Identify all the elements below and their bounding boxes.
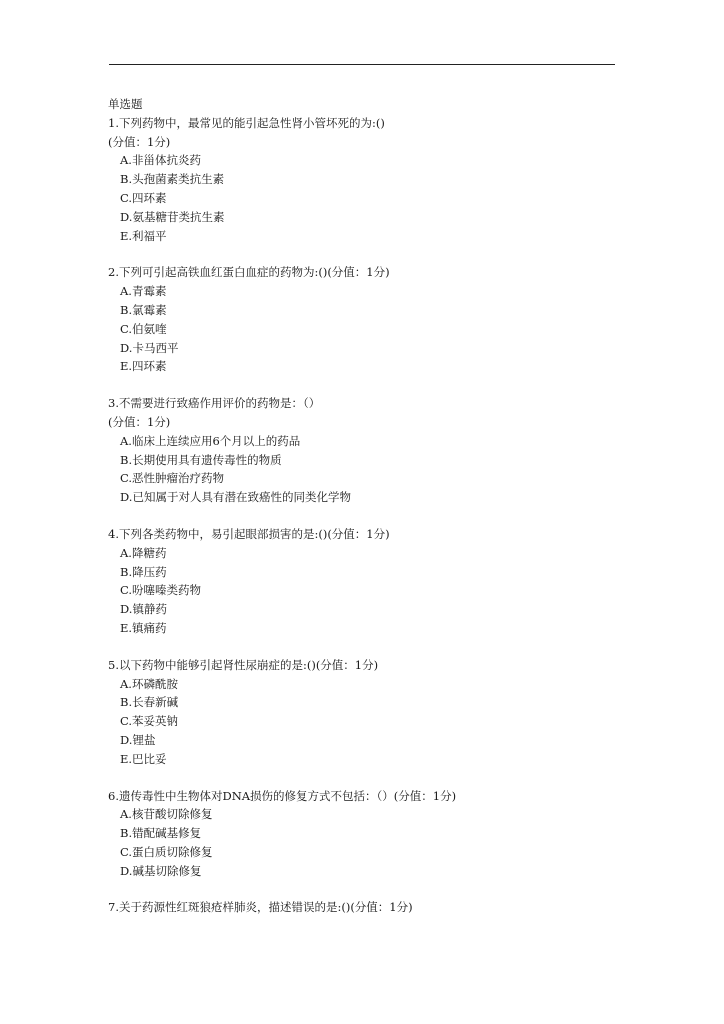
question-score: (分值：1分) xyxy=(108,414,171,429)
answer-option: A.非甾体抗炎药 xyxy=(120,153,201,168)
section-title: 单选题 xyxy=(108,97,143,111)
question-1 xyxy=(108,114,628,246)
answer-option: A.青霉素 xyxy=(120,284,167,299)
question-stem: 6.遗传毒性中生物体对DNA损伤的修复方式不包括：（）(分值：1分) xyxy=(108,788,457,803)
answer-option: D.氨基糖苷类抗生素 xyxy=(120,209,225,224)
question-3 xyxy=(108,394,628,507)
question-2 xyxy=(108,263,628,376)
answer-option: C.伯氨喹 xyxy=(120,321,167,336)
answer-option: E.镇痛药 xyxy=(120,620,167,635)
question-stem: 7.关于药源性红斑狼疮样肺炎，描述错误的是:()(分值：1分) xyxy=(108,900,413,915)
question-7 xyxy=(108,898,628,917)
answer-option: E.四环素 xyxy=(120,359,167,374)
question-list xyxy=(108,114,628,917)
answer-option: A.降糖药 xyxy=(120,545,167,560)
exam-content xyxy=(108,95,628,917)
question-4 xyxy=(108,525,628,638)
question-score: (分值：1分) xyxy=(108,134,171,149)
header-rule xyxy=(109,64,615,65)
answer-option: D.镇静药 xyxy=(120,602,167,617)
answer-option: D.已知属于对人具有潜在致癌性的同类化学物 xyxy=(120,490,351,505)
question-stem: 3.不需要进行致癌作用评价的药物是：（） xyxy=(108,396,321,411)
question-stem: 4.下列各类药物中，易引起眼部损害的是:()(分值：1分) xyxy=(108,526,390,541)
answer-option: A.临床上连续应用6个月以上的药品 xyxy=(120,433,301,448)
answer-option: D.碱基切除修复 xyxy=(120,863,202,878)
answer-option: C.吩噻嗪类药物 xyxy=(120,583,202,598)
answer-option: E.利福平 xyxy=(120,228,167,243)
answer-option: C.蛋白质切除修复 xyxy=(120,844,213,859)
answer-option: A.核苷酸切除修复 xyxy=(120,807,213,822)
answer-option: B.头孢菌素类抗生素 xyxy=(120,172,225,187)
question-6 xyxy=(108,787,628,881)
question-stem: 5.以下药物中能够引起肾性尿崩症的是:()(分值：1分) xyxy=(108,657,379,672)
answer-option: B.长期使用具有遗传毒性的物质 xyxy=(120,452,282,467)
answer-option: C.苯妥英钠 xyxy=(120,714,179,729)
answer-option: D.锂盐 xyxy=(120,732,156,747)
answer-option: B.氯霉素 xyxy=(120,302,167,317)
answer-option: E.巴比妥 xyxy=(120,751,167,766)
answer-option: D.卡马西平 xyxy=(120,340,179,355)
question-5 xyxy=(108,656,628,769)
answer-option: C.恶性肿瘤治疗药物 xyxy=(120,471,225,486)
question-stem: 1.下列药物中，最常见的能引起急性肾小管坏死的为:() xyxy=(108,115,385,130)
answer-option: B.长春新碱 xyxy=(120,695,179,710)
answer-option: B.降压药 xyxy=(120,564,167,579)
answer-option: B.错配碱基修复 xyxy=(120,826,202,841)
question-stem: 2.下列可引起高铁血红蛋白血症的药物为:()(分值：1分) xyxy=(108,265,390,280)
answer-option: A.环磷酰胺 xyxy=(120,676,178,691)
answer-option: C.四环素 xyxy=(120,190,167,205)
